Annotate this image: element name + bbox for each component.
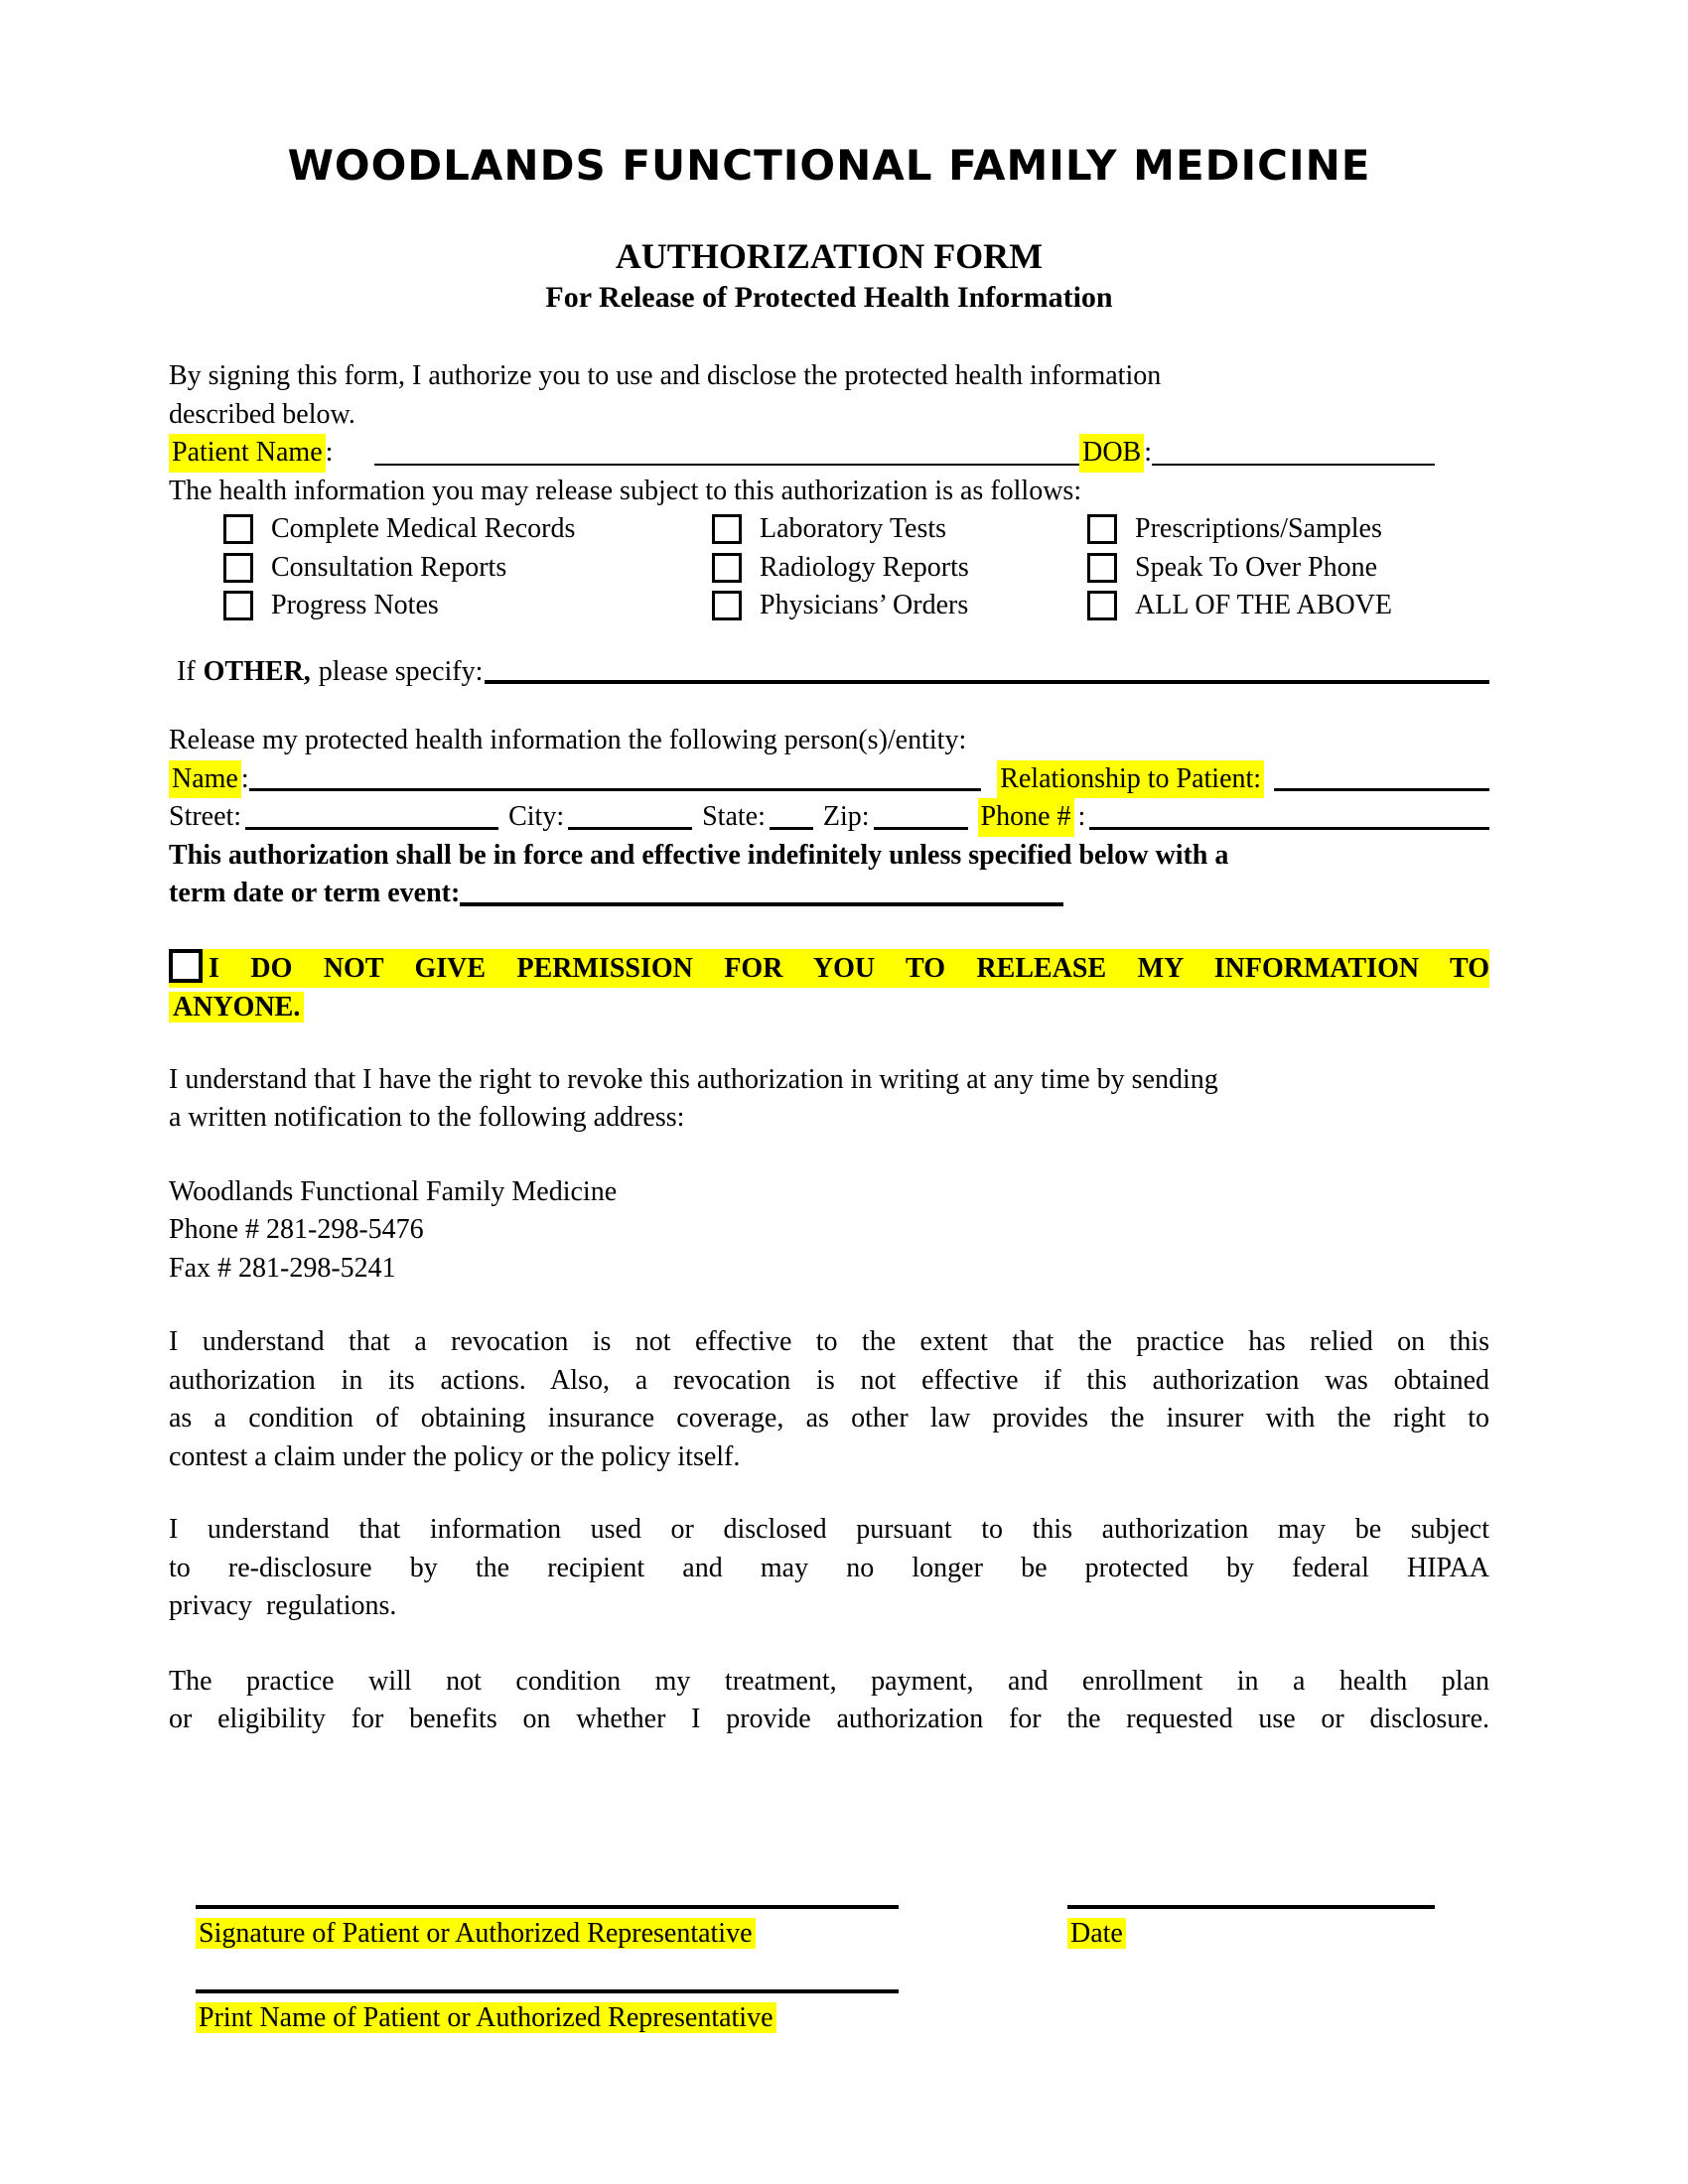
- city-field-line[interactable]: [568, 827, 692, 830]
- intro-paragraph: [169, 357, 1489, 434]
- name-field-line[interactable]: [249, 788, 982, 791]
- option-label: Laboratory Tests: [760, 513, 947, 544]
- colon: :: [1077, 801, 1086, 832]
- revoke-paragraph: [169, 1061, 1489, 1138]
- redisclosure-line-3: privacy regulations.: [169, 1590, 397, 1621]
- term-statement-line-2: [169, 875, 1489, 913]
- option-label: Radiology Reports: [760, 551, 969, 583]
- date-line[interactable]: [1067, 1905, 1435, 1913]
- revoke-line-2: a written notification to the following address:: [169, 1102, 685, 1133]
- checkbox-icon[interactable]: [712, 591, 742, 620]
- no-permission-text-anyone: ANYONE.: [169, 992, 304, 1023]
- revoke-line-1: I understand that I have the right to revoke this authorization in writing at any time by sending: [169, 1063, 1218, 1095]
- patient-name-dob-row: [169, 434, 1435, 473]
- term-event-label: term date or term event:: [169, 878, 461, 908]
- relationship-label: Relationship to Patient:: [997, 760, 1264, 799]
- option-speak-to-over-phone: [1087, 549, 1489, 588]
- term-event-field-line[interactable]: [460, 902, 1063, 906]
- signature-date-row: [196, 1905, 1489, 1954]
- option-consultation-reports: [223, 549, 712, 588]
- revocation-line-2: authorization in its actions. Also, a revocation is not effective if this authorization was obtained: [169, 1364, 1489, 1396]
- option-complete-medical-records: [223, 510, 712, 549]
- option-radiology-reports: [712, 549, 1087, 588]
- date-label: Date: [1067, 1918, 1126, 1949]
- state-field-line[interactable]: [770, 827, 813, 830]
- option-label: Progress Notes: [271, 590, 439, 620]
- recipient-lead: Release my protected health information the following person(s)/entity:: [169, 725, 967, 755]
- redisclosure-line-2: to re-disclosure by the recipient and may no longer be protected by federal HIPAA: [169, 1552, 1489, 1583]
- condition-line-1: The practice will not condition my treatment, payment, and enrollment in a health plan: [169, 1665, 1489, 1697]
- checkbox-icon[interactable]: [712, 553, 742, 583]
- checkbox-icon[interactable]: [169, 949, 203, 983]
- option-progress-notes: [223, 587, 712, 625]
- signature-label: Signature of Patient or Authorized Representative: [196, 1918, 756, 1949]
- no-permission-line-2: [169, 988, 1489, 1026]
- condition-paragraph: [169, 1663, 1489, 1739]
- checkbox-icon[interactable]: [1087, 591, 1117, 620]
- street-label: Street:: [169, 801, 242, 832]
- redisclosure-line-1: I understand that information used or disclosed pursuant to this authorization may be subject: [169, 1514, 1489, 1545]
- name-label: Name: [169, 760, 241, 799]
- form-title: AUTHORIZATION FORM: [615, 236, 1044, 276]
- release-options-grid: [223, 510, 1489, 625]
- practice-fax: Fax # 281-298-5241: [169, 1252, 396, 1284]
- option-label: Complete Medical Records: [271, 513, 576, 544]
- dob-field-line[interactable]: [1152, 464, 1435, 466]
- option-label: Consultation Reports: [271, 551, 507, 583]
- option-laboratory-tests: [712, 510, 1087, 549]
- no-permission-text: I DO NOT GIVE PERMISSION FOR YOU TO RELEASE MY INFORMATION TO: [209, 952, 1489, 984]
- other-prefix: If: [177, 655, 196, 687]
- revocation-line-1: I understand that a revocation is not effective to the extent that the practice has relied on this: [169, 1326, 1489, 1357]
- colon: :: [1144, 437, 1152, 468]
- revocation-line-3: as a condition of obtaining insurance coverage, as other law provides the insurer with the right to: [169, 1403, 1489, 1433]
- checkbox-icon[interactable]: [1087, 514, 1117, 544]
- street-field-line[interactable]: [245, 827, 498, 830]
- state-label: State:: [702, 801, 766, 832]
- zip-field-line[interactable]: [874, 827, 968, 830]
- dob-label: DOB: [1079, 434, 1144, 473]
- practice-name: Woodlands Functional Family Medicine: [169, 1175, 618, 1207]
- option-label: Physicians’ Orders: [760, 590, 969, 620]
- signature-column: [196, 1905, 899, 1954]
- print-name-label-row: [196, 1999, 899, 2038]
- signature-section: [196, 1905, 1489, 2038]
- colon: :: [240, 762, 249, 794]
- phone-field-line[interactable]: [1089, 827, 1489, 830]
- option-physicians-orders: [712, 587, 1087, 625]
- option-label: Prescriptions/Samples: [1135, 513, 1382, 544]
- checkbox-icon[interactable]: [223, 591, 253, 620]
- option-label: Speak To Over Phone: [1135, 551, 1378, 583]
- redisclosure-paragraph: [169, 1511, 1489, 1626]
- checkbox-icon[interactable]: [223, 514, 253, 544]
- print-name-label: Print Name of Patient or Authorized Representative: [196, 2002, 776, 2033]
- date-label-row: [1067, 1915, 1435, 1954]
- date-column: [1067, 1905, 1435, 1954]
- patient-name-label: Patient Name: [169, 434, 326, 473]
- option-prescriptions-samples: [1087, 510, 1489, 549]
- signature-gap: [899, 1905, 1067, 1954]
- intro-line-2: described below.: [169, 398, 355, 430]
- condition-line-2: or eligibility for benefits on whether I provide authorization for the requested use or disclosure.: [169, 1704, 1489, 1734]
- clinic-name-title: WOODLANDS FUNCTIONAL FAMILY MEDICINE: [287, 141, 1371, 190]
- other-specify-row: [169, 653, 1489, 692]
- print-name-line[interactable]: [196, 1989, 899, 1997]
- no-permission-line-1: [169, 949, 1489, 988]
- option-all-of-the-above: [1087, 587, 1489, 625]
- zip-label: Zip:: [822, 801, 870, 832]
- practice-address-block: [169, 1173, 1489, 1289]
- patient-name-field-line[interactable]: [374, 464, 1079, 466]
- other-rest: please specify:: [318, 655, 484, 687]
- other-specify-field-line[interactable]: [485, 680, 1489, 684]
- checkbox-icon[interactable]: [1087, 553, 1117, 583]
- intro-line-1: By signing this form, I authorize you to use and disclose the protected health information: [169, 360, 1162, 391]
- form-subtitle: For Release of Protected Health Information: [545, 281, 1113, 314]
- recipient-name-row: [169, 760, 1489, 799]
- city-label: City:: [508, 801, 565, 832]
- revocation-line-4: contest a claim under the policy or the policy itself.: [169, 1440, 741, 1472]
- no-permission-statement: [169, 949, 1489, 1026]
- phone-label: Phone #: [978, 798, 1074, 837]
- practice-phone: Phone # 281-298-5476: [169, 1214, 424, 1245]
- signature-line[interactable]: [196, 1905, 899, 1913]
- other-bold: OTHER,: [203, 655, 311, 687]
- term-statement-line-1: This authorization shall be in force and effective indefinitely unless specified below with a: [169, 839, 1229, 871]
- checkbox-icon[interactable]: [223, 553, 253, 583]
- colon: :: [325, 437, 334, 468]
- print-name-column: [196, 1989, 899, 2038]
- release-list-lead: The health information you may release subject to this authorization is as follows:: [169, 475, 1082, 506]
- recipient-address-row: [169, 798, 1489, 837]
- checkbox-icon[interactable]: [712, 514, 742, 544]
- option-label: ALL OF THE ABOVE: [1135, 590, 1392, 620]
- revocation-paragraph: [169, 1323, 1489, 1476]
- relationship-field-line[interactable]: [1274, 788, 1489, 791]
- signature-label-row: [196, 1915, 899, 1954]
